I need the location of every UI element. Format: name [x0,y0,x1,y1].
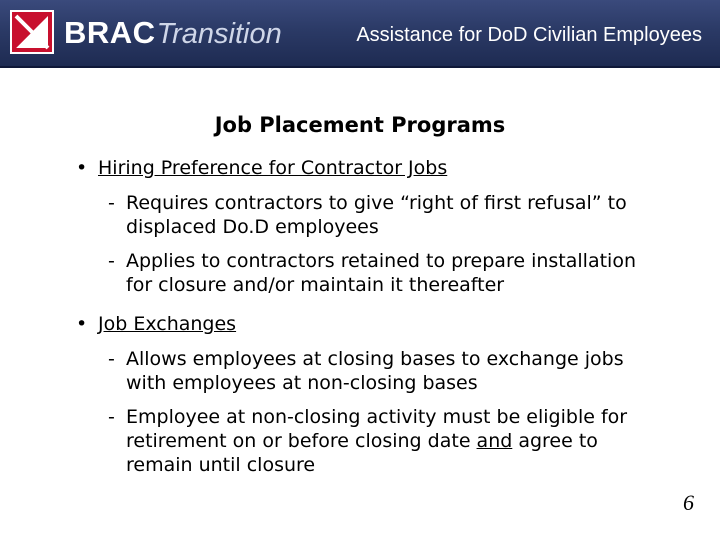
bullet-item [76,156,447,180]
sub-bullet-text: Applies to contractors retained to prepare installation for closure and/or maintain it thereafter [126,250,636,296]
sub-bullet-item [108,191,668,239]
page-number: 6 [683,490,694,515]
bullet-label: Hiring Preference for Contractor Jobs [98,157,448,179]
sub-bullet-item [108,405,668,477]
brand-logo-text [64,13,282,53]
dash-glyph: - [108,192,115,214]
bullet-label: Job Exchanges [98,313,237,335]
bullet-item [76,312,236,336]
dash-glyph: - [108,348,115,370]
dash-glyph: - [108,250,115,272]
slide-title: Job Placement Programs [214,113,506,137]
brand-strong: BRAC [64,15,156,50]
header-banner [0,0,720,68]
dash-glyph: - [108,406,115,428]
brand-light: Transition [156,18,282,50]
triangle-logo-icon [10,10,54,54]
sub-bullet-text: Allows employees at closing bases to exchange jobs with employees at non-closing bases [126,348,624,394]
bullet-glyph: • [76,157,88,179]
sub-bullet-item [108,249,668,297]
sub-bullet-item [108,347,668,395]
sub-text-before: Employee at non-closing activity must be eligible for retirement on or before closing date [126,406,628,452]
header-tagline: Assistance for DoD Civilian Employees [356,24,702,46]
bullet-glyph: • [76,313,88,335]
sub-text-after: agree to remain until closure [126,430,598,476]
sub-bullet-text: Requires contractors to give “right of first refusal” to displaced Do.D employees [126,192,627,238]
sub-text-underlined: and [476,430,513,452]
sub-bullet-text [108,405,668,477]
